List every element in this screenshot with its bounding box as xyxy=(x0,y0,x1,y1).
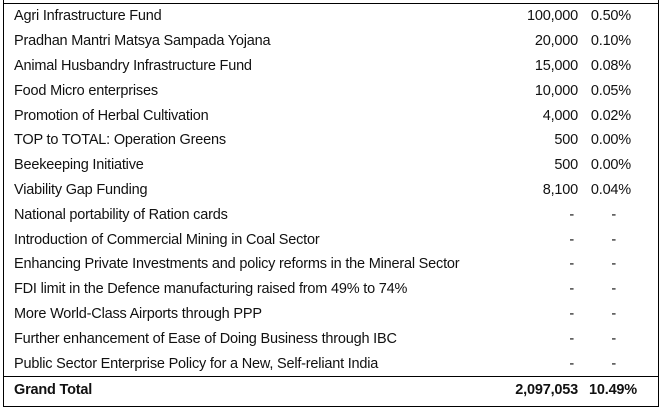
row-name: Food Micro enterprises xyxy=(14,82,158,99)
row-value: 15,000 xyxy=(534,57,578,74)
row-value: 500 xyxy=(554,157,578,174)
row-value: 10,000 xyxy=(534,82,578,99)
row-percent: 0.05% xyxy=(590,82,631,99)
table-row xyxy=(4,153,658,178)
fund-allocation-table xyxy=(4,4,658,403)
row-value: - xyxy=(569,281,574,298)
row-value: 8,100 xyxy=(542,181,578,198)
grand-total-percent: 10.49% xyxy=(587,376,658,403)
row-value: - xyxy=(569,231,574,248)
row-name: TOP to TOTAL: Operation Greens xyxy=(14,132,226,149)
row-value: 100,000 xyxy=(526,8,578,25)
row-name: FDI limit in the Defence manufacturing raised from 49% to 74% xyxy=(14,281,408,298)
row-value: 500 xyxy=(554,132,578,149)
row-percent: - xyxy=(611,355,616,372)
row-name: National portability of Ration cards xyxy=(14,206,228,223)
table-row xyxy=(4,128,658,153)
table-row xyxy=(4,54,658,79)
row-value: - xyxy=(569,305,574,322)
row-percent: - xyxy=(611,256,616,273)
row-name: Agri Infrastructure Fund xyxy=(14,8,162,25)
grand-total-value: 2,097,053 xyxy=(484,376,587,403)
row-percent: 0.08% xyxy=(590,57,631,74)
table-row xyxy=(4,4,658,29)
table-row xyxy=(4,302,658,327)
row-name: Promotion of Herbal Cultivation xyxy=(14,107,209,124)
row-percent: 0.00% xyxy=(590,132,631,149)
row-percent: - xyxy=(611,206,616,223)
row-name: Animal Husbandry Infrastructure Fund xyxy=(14,57,252,74)
table-row xyxy=(4,29,658,54)
row-percent: 0.04% xyxy=(590,181,631,198)
table-row xyxy=(4,326,658,351)
row-name: Viability Gap Funding xyxy=(14,181,148,198)
row-name: Beekeeping Initiative xyxy=(14,157,144,174)
row-value: - xyxy=(569,206,574,223)
row-value: - xyxy=(569,330,574,347)
table-row xyxy=(4,277,658,302)
row-percent: 0.02% xyxy=(590,107,631,124)
row-percent: 0.10% xyxy=(590,33,631,50)
row-value: 4,000 xyxy=(542,107,578,124)
table-row xyxy=(4,103,658,128)
grand-total-label: Grand Total xyxy=(4,376,484,403)
table-row xyxy=(4,227,658,252)
row-name: Further enhancement of Ease of Doing Business through IBC xyxy=(14,330,397,347)
row-percent: - xyxy=(611,330,616,347)
table-row xyxy=(4,78,658,103)
row-name: Enhancing Private Investments and policy reforms in the Mineral Sector xyxy=(14,256,460,273)
table-row xyxy=(4,252,658,277)
table-row xyxy=(4,202,658,227)
row-percent: - xyxy=(611,305,616,322)
row-name: Introduction of Commercial Mining in Coal Sector xyxy=(14,231,320,248)
row-name: Pradhan Mantri Matsya Sampada Yojana xyxy=(14,33,271,50)
row-value: 20,000 xyxy=(534,33,578,50)
row-percent: - xyxy=(611,231,616,248)
row-value: - xyxy=(569,355,574,372)
grand-total-row xyxy=(4,376,658,403)
row-percent: 0.50% xyxy=(590,8,631,25)
table-row xyxy=(4,178,658,203)
row-percent: - xyxy=(611,281,616,298)
row-name: More World-Class Airports through PPP xyxy=(14,305,262,322)
table-row xyxy=(4,351,658,376)
row-name: Public Sector Enterprise Policy for a New, Self-reliant India xyxy=(14,355,379,372)
row-value: - xyxy=(569,256,574,273)
row-percent: 0.00% xyxy=(590,157,631,174)
